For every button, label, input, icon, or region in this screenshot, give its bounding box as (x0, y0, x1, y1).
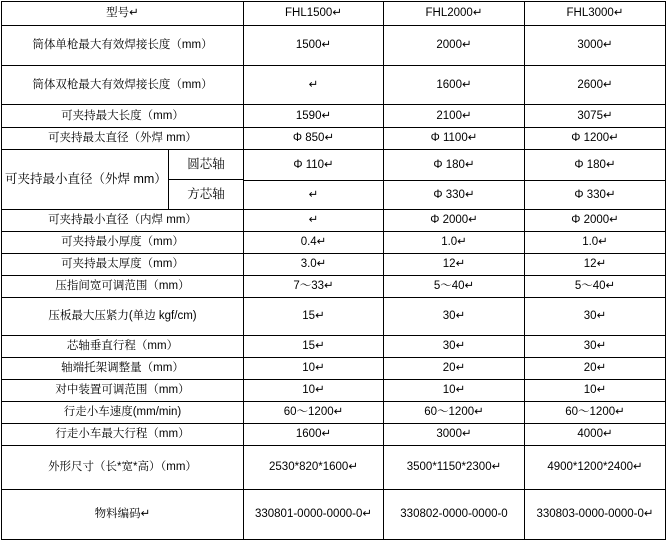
table-row (2, 105, 666, 128)
row-value: 10↵ (384, 380, 525, 402)
row-value: 1600↵ (244, 424, 384, 446)
row-label: 可夹持最小直径（外焊 mm） (2, 150, 169, 209)
row-value: 330801-0000-0000-0↵ (244, 490, 384, 540)
row-sublabel: 方芯轴 (187, 186, 225, 201)
row-label: 可夹持最太厚度（mm） (2, 254, 244, 276)
column-header-fhl1500: FHL1500↵ (244, 2, 384, 26)
row-label: 对中装置可调范围（mm） (2, 380, 244, 402)
row-value: 60～1200↵ (244, 402, 384, 424)
row-value: 12↵ (525, 254, 666, 276)
row-value: Φ 850↵ (244, 128, 384, 150)
row-label: 轴端托架调整量（mm） (2, 358, 244, 380)
row-label: 压板最大压紧力(单边 kgf/cm) (2, 298, 244, 336)
row-value: 1.0↵ (384, 232, 525, 254)
table-row (2, 298, 666, 336)
row-value: 20↵ (384, 358, 525, 380)
table-row (2, 150, 666, 181)
row-value: 10↵ (244, 358, 384, 380)
row-label: 行走小车最大行程（mm） (2, 424, 244, 446)
row-value: 330802-0000-0000-0 (384, 490, 525, 540)
row-value: 4900*1200*2400↵ (525, 446, 666, 490)
row-label-group (2, 150, 244, 210)
row-value: 15↵ (244, 298, 384, 336)
table-row (2, 254, 666, 276)
row-value: 1600↵ (384, 66, 525, 105)
row-sublabel: 圆芯轴 (169, 150, 243, 180)
row-label: 可夹持最小厚度（mm） (2, 232, 244, 254)
row-value: 1500↵ (244, 26, 384, 66)
row-value: 3075↵ (525, 105, 666, 128)
row-value: ↵ (244, 181, 384, 210)
row-label: 行走小车速度(mm/min) (2, 402, 244, 424)
row-value: Φ 180↵ (384, 150, 525, 181)
row-value: 3500*1150*2300↵ (384, 446, 525, 490)
row-value: Φ 110↵ (244, 150, 384, 181)
table-row (2, 446, 666, 490)
table-header-row (2, 2, 666, 26)
row-label: 筒体双枪最大有效焊接长度（mm） (2, 66, 244, 105)
row-value: 12↵ (384, 254, 525, 276)
row-value: 15↵ (244, 336, 384, 358)
row-value: 330803-0000-0000-0↵ (525, 490, 666, 540)
row-value: 20↵ (525, 358, 666, 380)
row-value: 30↵ (525, 298, 666, 336)
row-value: 3000↵ (384, 424, 525, 446)
table-row (2, 66, 666, 105)
row-value: 2000↵ (384, 26, 525, 66)
row-value: 30↵ (384, 298, 525, 336)
row-value: 1.0↵ (525, 232, 666, 254)
row-value: ↵ (244, 66, 384, 105)
row-value: 7～33↵ (244, 276, 384, 298)
row-value: Φ 330↵ (525, 181, 666, 210)
row-value: 10↵ (525, 380, 666, 402)
row-label: 可夹持最太直径（外焊 mm） (2, 128, 244, 150)
row-label: 芯轴垂直行程（mm） (2, 336, 244, 358)
row-label: 压指间宽可调范围（mm） (2, 276, 244, 298)
table-row (2, 210, 666, 232)
table-row (2, 358, 666, 380)
row-value: 4000↵ (525, 424, 666, 446)
table-row (2, 232, 666, 254)
row-value: 30↵ (525, 336, 666, 358)
row-value: 2530*820*1600↵ (244, 446, 384, 490)
row-value: Φ 180↵ (525, 150, 666, 181)
table-row (2, 26, 666, 66)
table-row (2, 336, 666, 358)
row-value: Φ 2000↵ (525, 210, 666, 232)
table-row (2, 490, 666, 540)
table-row (2, 424, 666, 446)
row-value: Φ 1100↵ (384, 128, 525, 150)
row-value: Φ 1200↵ (525, 128, 666, 150)
row-value: Φ 330↵ (384, 181, 525, 210)
row-value: 30↵ (384, 336, 525, 358)
row-label: 可夹持最大长度（mm） (2, 105, 244, 128)
row-label: 可夹持最小直径（内焊 mm） (2, 210, 244, 232)
specification-table (1, 1, 666, 540)
table-row (2, 402, 666, 424)
row-value: 5～40↵ (525, 276, 666, 298)
row-value: 10↵ (244, 380, 384, 402)
row-value: Φ 2000↵ (384, 210, 525, 232)
table-row (2, 128, 666, 150)
row-value: 3000↵ (525, 26, 666, 66)
row-value: ↵ (244, 210, 384, 232)
row-value: 2600↵ (525, 66, 666, 105)
row-label: 外形尺寸（长*宽*高）（mm） (2, 446, 244, 490)
row-value: 60～1200↵ (525, 402, 666, 424)
table-row (2, 380, 666, 402)
table-row (2, 276, 666, 298)
column-header-model: 型号↵ (2, 2, 244, 26)
row-label: 物料编码↵ (2, 490, 244, 540)
row-value: 60～1200↵ (384, 402, 525, 424)
row-label: 筒体单枪最大有效焊接长度（mm） (2, 26, 244, 66)
row-value: 5～40↵ (384, 276, 525, 298)
row-value: 2100↵ (384, 105, 525, 128)
column-header-fhl3000: FHL3000↵ (525, 2, 666, 26)
column-header-fhl2000: FHL2000↵ (384, 2, 525, 26)
row-value: 0.4↵ (244, 232, 384, 254)
row-value: 1590↵ (244, 105, 384, 128)
row-value: 3.0↵ (244, 254, 384, 276)
